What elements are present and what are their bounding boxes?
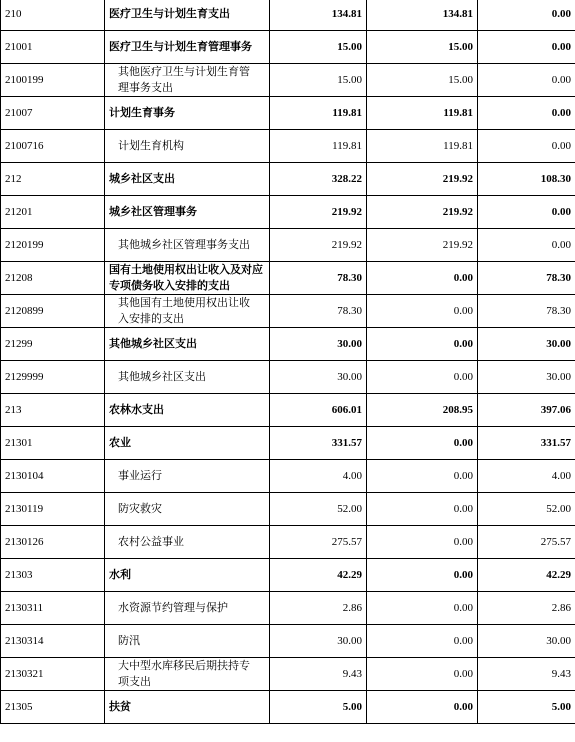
account-code-cell: 210: [1, 0, 105, 31]
table-row: [1, 559, 575, 592]
account-name-cell: 大中型水库移民后期扶持专项支出: [105, 658, 270, 691]
account-name-cell: 事业运行: [105, 460, 270, 493]
basic-expenditure-cell: 0.00: [367, 328, 478, 361]
account-code-cell: 21305: [1, 691, 105, 724]
table-row: [1, 31, 575, 64]
account-name-cell: 其他医疗卫生与计划生育管理事务支出: [105, 64, 270, 97]
basic-expenditure-cell: 0.00: [367, 493, 478, 526]
account-name-cell: 其他国有土地使用权出让收入安排的支出: [105, 295, 270, 328]
basic-expenditure-cell: 15.00: [367, 31, 478, 64]
total-amount-cell: 30.00: [270, 361, 367, 394]
account-name-cell: 医疗卫生与计划生育管理事务: [105, 31, 270, 64]
account-code-cell: 2130311: [1, 592, 105, 625]
project-expenditure-cell: 331.57: [478, 427, 575, 460]
project-expenditure-cell: 30.00: [478, 625, 575, 658]
account-name-cell: 其他城乡社区支出: [105, 328, 270, 361]
basic-expenditure-cell: 0.00: [367, 262, 478, 295]
account-name-cell: 医疗卫生与计划生育支出: [105, 0, 270, 31]
account-name-cell: 其他城乡社区管理事务支出: [105, 229, 270, 262]
table-row: [1, 196, 575, 229]
basic-expenditure-cell: 0.00: [367, 691, 478, 724]
table-row: [1, 625, 575, 658]
basic-expenditure-cell: 0.00: [367, 361, 478, 394]
account-code-cell: 213: [1, 394, 105, 427]
total-amount-cell: 30.00: [270, 328, 367, 361]
account-code-cell: 21301: [1, 427, 105, 460]
account-code-cell: 21001: [1, 31, 105, 64]
basic-expenditure-cell: 208.95: [367, 394, 478, 427]
account-name-cell: 水资源节约管理与保护: [105, 592, 270, 625]
project-expenditure-cell: 52.00: [478, 493, 575, 526]
total-amount-cell: 78.30: [270, 262, 367, 295]
project-expenditure-cell: 30.00: [478, 361, 575, 394]
account-name-cell: 计划生育机构: [105, 130, 270, 163]
project-expenditure-cell: 0.00: [478, 31, 575, 64]
project-expenditure-cell: 397.06: [478, 394, 575, 427]
account-name-cell: 计划生育事务: [105, 97, 270, 130]
basic-expenditure-cell: 219.92: [367, 163, 478, 196]
table-row: [1, 526, 575, 559]
basic-expenditure-cell: 0.00: [367, 460, 478, 493]
account-name-cell: 扶贫: [105, 691, 270, 724]
total-amount-cell: 78.30: [270, 295, 367, 328]
total-amount-cell: 219.92: [270, 196, 367, 229]
total-amount-cell: 30.00: [270, 625, 367, 658]
basic-expenditure-cell: 219.92: [367, 229, 478, 262]
account-code-cell: 21208: [1, 262, 105, 295]
basic-expenditure-cell: 134.81: [367, 0, 478, 31]
basic-expenditure-cell: 119.81: [367, 130, 478, 163]
table-row: [1, 262, 575, 295]
basic-expenditure-cell: 0.00: [367, 658, 478, 691]
project-expenditure-cell: 2.86: [478, 592, 575, 625]
project-expenditure-cell: 0.00: [478, 196, 575, 229]
total-amount-cell: 42.29: [270, 559, 367, 592]
account-code-cell: 2130119: [1, 493, 105, 526]
total-amount-cell: 219.92: [270, 229, 367, 262]
table-row: [1, 592, 575, 625]
basic-expenditure-cell: 0.00: [367, 559, 478, 592]
account-name-cell: 农林水支出: [105, 394, 270, 427]
basic-expenditure-cell: 0.00: [367, 295, 478, 328]
project-expenditure-cell: 275.57: [478, 526, 575, 559]
total-amount-cell: 52.00: [270, 493, 367, 526]
account-code-cell: 21201: [1, 196, 105, 229]
table-row: [1, 460, 575, 493]
account-code-cell: 2130314: [1, 625, 105, 658]
table-row: [1, 493, 575, 526]
account-code-cell: 2100716: [1, 130, 105, 163]
account-code-cell: 2100199: [1, 64, 105, 97]
table-row: [1, 130, 575, 163]
project-expenditure-cell: 5.00: [478, 691, 575, 724]
basic-expenditure-cell: 0.00: [367, 526, 478, 559]
table-row: [1, 229, 575, 262]
account-code-cell: 2130126: [1, 526, 105, 559]
account-code-cell: 2129999: [1, 361, 105, 394]
basic-expenditure-cell: 0.00: [367, 427, 478, 460]
table-row: [1, 361, 575, 394]
account-code-cell: 2120199: [1, 229, 105, 262]
table-row: [1, 0, 575, 31]
total-amount-cell: 4.00: [270, 460, 367, 493]
total-amount-cell: 15.00: [270, 64, 367, 97]
project-expenditure-cell: 9.43: [478, 658, 575, 691]
table-body: [1, 0, 575, 724]
total-amount-cell: 15.00: [270, 31, 367, 64]
table-row: [1, 295, 575, 328]
project-expenditure-cell: 4.00: [478, 460, 575, 493]
account-name-cell: 防汛: [105, 625, 270, 658]
project-expenditure-cell: 108.30: [478, 163, 575, 196]
account-code-cell: 21299: [1, 328, 105, 361]
total-amount-cell: 134.81: [270, 0, 367, 31]
account-name-cell: 防灾救灾: [105, 493, 270, 526]
total-amount-cell: 606.01: [270, 394, 367, 427]
project-expenditure-cell: 78.30: [478, 262, 575, 295]
total-amount-cell: 331.57: [270, 427, 367, 460]
project-expenditure-cell: 0.00: [478, 0, 575, 31]
account-code-cell: 212: [1, 163, 105, 196]
account-name-cell: 城乡社区管理事务: [105, 196, 270, 229]
total-amount-cell: 119.81: [270, 130, 367, 163]
account-name-cell: 农业: [105, 427, 270, 460]
account-code-cell: 2130321: [1, 658, 105, 691]
table-row: [1, 691, 575, 724]
total-amount-cell: 2.86: [270, 592, 367, 625]
table-row: [1, 97, 575, 130]
table-row: [1, 163, 575, 196]
table-row: [1, 328, 575, 361]
account-code-cell: 21007: [1, 97, 105, 130]
table-row: [1, 64, 575, 97]
account-name-cell: 城乡社区支出: [105, 163, 270, 196]
basic-expenditure-cell: 0.00: [367, 592, 478, 625]
project-expenditure-cell: 30.00: [478, 328, 575, 361]
account-name-cell: 农村公益事业: [105, 526, 270, 559]
account-code-cell: 2130104: [1, 460, 105, 493]
account-name-cell: 其他城乡社区支出: [105, 361, 270, 394]
basic-expenditure-cell: 0.00: [367, 625, 478, 658]
project-expenditure-cell: 42.29: [478, 559, 575, 592]
table-row: [1, 427, 575, 460]
basic-expenditure-cell: 15.00: [367, 64, 478, 97]
total-amount-cell: 9.43: [270, 658, 367, 691]
table-row: [1, 394, 575, 427]
account-name-cell: 国有土地使用权出让收入及对应专项债务收入安排的支出: [105, 262, 270, 295]
project-expenditure-cell: 0.00: [478, 64, 575, 97]
basic-expenditure-cell: 219.92: [367, 196, 478, 229]
account-name-cell: 水利: [105, 559, 270, 592]
table-row: [1, 658, 575, 691]
total-amount-cell: 5.00: [270, 691, 367, 724]
total-amount-cell: 328.22: [270, 163, 367, 196]
project-expenditure-cell: 0.00: [478, 229, 575, 262]
total-amount-cell: 275.57: [270, 526, 367, 559]
account-code-cell: 2120899: [1, 295, 105, 328]
project-expenditure-cell: 78.30: [478, 295, 575, 328]
account-code-cell: 21303: [1, 559, 105, 592]
project-expenditure-cell: 0.00: [478, 97, 575, 130]
total-amount-cell: 119.81: [270, 97, 367, 130]
project-expenditure-cell: 0.00: [478, 130, 575, 163]
basic-expenditure-cell: 119.81: [367, 97, 478, 130]
